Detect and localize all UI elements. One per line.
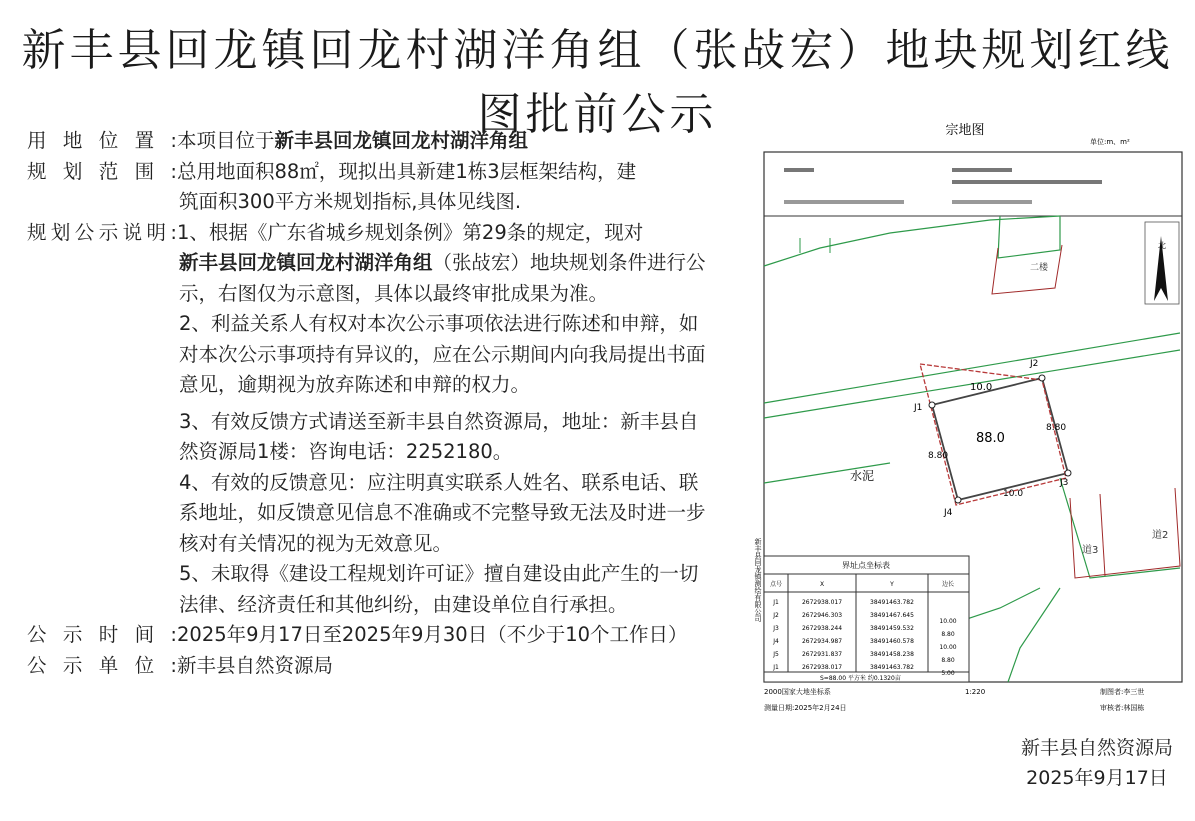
coord-table-cell: 38491463.782 (870, 599, 914, 606)
map-unit: 单位:m、m² (1090, 138, 1130, 146)
coord-table-header: 边长 (941, 581, 955, 588)
coord-table-cell: 8.80 (941, 631, 955, 638)
dim-top: 10.0 (970, 382, 993, 393)
coord-table-cell: 2672931.837 (801, 651, 843, 658)
unit-row (27, 651, 727, 682)
neighbor-label-1: 二楼 (1030, 263, 1049, 273)
point-j1: J1 (914, 403, 923, 413)
explain-p5: 5、未取得《建设工程规划许可证》擅自建设由此产生的一切法律、经济责任和其他纠纷，由建设单位自行承担。 (179, 562, 699, 616)
coord-table-cell: 2672938.017 (801, 664, 843, 671)
unit-text: 新丰县自然资源局 (177, 653, 334, 677)
explain-p2: 2、利益关系人有权对本次公示事项依法进行陈述和申辩，如对本次公示事项持有异议的，应在公示期间内向我局提出书面意见，逾期视为放弃陈述和申辩的权力。 (179, 312, 706, 396)
coord-table-cell: 38491463.782 (870, 664, 914, 671)
map-scale: 1:220 (965, 688, 986, 696)
dim-right: 8.80 (1046, 423, 1067, 433)
point-marker (1065, 470, 1071, 476)
unit-label: 公示单位: (27, 653, 177, 677)
map-info-line (784, 168, 814, 172)
coord-table-cell: J1 (773, 664, 779, 671)
explain-label: 规划公示说明: (27, 220, 177, 244)
map-info-line (952, 200, 1032, 204)
coord-table-cell: 8.80 (941, 657, 955, 664)
footer-signature (1021, 733, 1173, 793)
scope-text2: 筑面积300平方米规划指标,具体见线图. (179, 190, 522, 213)
time-text: 2025年9月17日至2025年9月30日（不少于10个工作日） (177, 623, 688, 646)
north-label: 北 (1158, 241, 1166, 250)
coord-system: 2000国家大地坐标系 (764, 688, 831, 696)
map-info-line (952, 168, 1012, 172)
explain-row (27, 218, 727, 249)
survey-date: 测量日期:2025年2月24日 (764, 704, 847, 712)
map-info-line (952, 180, 1102, 184)
area-label: 88.0 (976, 431, 1005, 446)
point-marker (955, 497, 961, 503)
footer-date: 2025年9月17日 (1026, 767, 1168, 789)
coord-table-cell: J3 (773, 625, 779, 632)
point-j4: J4 (944, 508, 953, 518)
explain-p1a: 1、根据《广东省城乡规划条例》第29条的规定，现对 (177, 220, 644, 244)
location-name: 新丰县回龙镇回龙村湖洋角组 (274, 129, 529, 152)
coord-table (764, 556, 969, 682)
point-marker (929, 402, 935, 408)
coord-table-cell: J5 (773, 651, 779, 658)
coord-table-cell: 38491460.578 (870, 638, 914, 645)
coord-table-header: 点号 (769, 581, 783, 588)
coord-table-cell: 38491467.645 (870, 612, 914, 619)
coord-table-cell: 10.00 (939, 644, 957, 651)
explain-p1b (179, 248, 707, 309)
drawer: 制图者:李三世 (1100, 688, 1145, 696)
map-info-line (784, 200, 904, 204)
scope-row (27, 157, 727, 188)
coord-table-area: S=88.00 平方米 约0.1320亩 (820, 675, 901, 682)
coord-table-cell: 2672938.244 (801, 625, 843, 632)
coord-table-cell: J1 (773, 599, 779, 606)
explain-p3: 3、有效反馈方式请送至新丰县自然资源局，地址：新丰县自然资源局1楼：咨询电话：2252180。 (179, 409, 699, 463)
coord-table-cell: 2672938.017 (801, 599, 843, 606)
dim-bottom: 10.0 (1003, 489, 1024, 499)
neighbor-label-2: 道2 (1152, 530, 1169, 541)
footer-org: 新丰县自然资源局 (1020, 737, 1173, 759)
time-row (27, 620, 727, 651)
map-heading: 宗地图 (945, 123, 985, 138)
notice-body (27, 126, 727, 681)
parcel-map (754, 118, 1185, 718)
checker: 审核者:林国栋 (1100, 704, 1145, 712)
coord-table-cell: 2672946.303 (801, 612, 843, 619)
coord-table-cell: 2672934.987 (801, 638, 843, 645)
road-label: 水泥 (850, 469, 875, 483)
coord-table-title: 界址点坐标表 (842, 561, 890, 570)
dim-left: 8.80 (928, 451, 949, 461)
point-marker (1039, 375, 1045, 381)
coord-table-header: X (819, 581, 825, 588)
svg-text:新丰县回龙镇测绘有限公司: 新丰县回龙镇测绘有限公司 (754, 538, 762, 622)
explain-p1-rest: （张敁宏）地块规划条件进行公示，右图仅为示意图，具体以最终审批成果为准。 (179, 251, 706, 305)
coord-table-cell: 38491458.238 (870, 651, 914, 658)
location-label: 用地位置: (27, 129, 177, 152)
time-label: 公示时间: (27, 623, 177, 646)
coord-table-cell: J4 (773, 638, 779, 645)
coord-table-cell: 10.00 (939, 618, 957, 625)
coord-table-cell: 38491459.532 (870, 625, 914, 632)
point-j3: J3 (1060, 478, 1069, 488)
location-row (27, 126, 727, 157)
coord-table-cell: 5.00 (941, 670, 955, 677)
explain-p1-bold: 新丰县回龙镇回龙村湖洋角组 (179, 251, 433, 274)
coord-table-header: Y (890, 581, 894, 588)
point-j2: J2 (1030, 359, 1039, 369)
north-arrow-icon (1145, 222, 1179, 304)
location-prefix: 本项目位于 (177, 129, 275, 152)
coord-table-cell: J2 (773, 612, 779, 619)
explain-p4: 4、有效的反馈意见：应注明真实联系人姓名、联系电话、联系地址，如反馈意见信息不准确或不完整导致无法及时进一步核对有关情况的视为无效意见。 (179, 470, 706, 555)
scope-label: 规划范围: (27, 159, 177, 183)
neighbor-label-3: 道3 (1082, 545, 1099, 556)
page-title: 新丰县回龙镇回龙村湖洋角组（张敁宏）地块规划红线图批前公示 (21, 25, 1174, 140)
scope-text1: 总用地面积88㎡，现拟出具新建1栋3层框架结构，建 (177, 159, 637, 183)
vertical-org-label (754, 537, 763, 622)
